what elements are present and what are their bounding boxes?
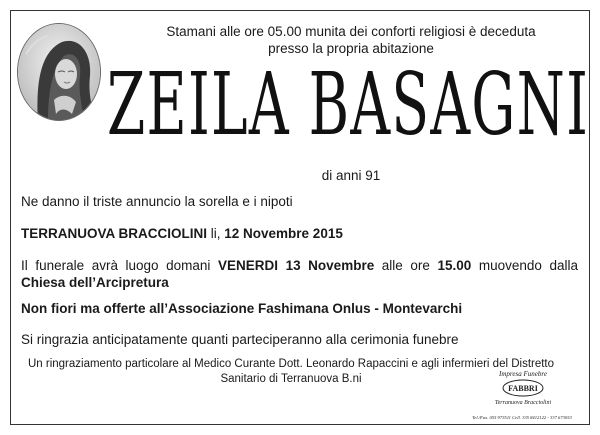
funeral-time: 15.00 bbox=[437, 258, 472, 273]
logo-town-text: Terranuova Bracciolini bbox=[494, 400, 552, 406]
age: di anni 91 bbox=[321, 168, 381, 183]
funeral-church: Chiesa dell’Arcipretura bbox=[21, 275, 169, 290]
funeral-home-logo bbox=[461, 366, 583, 426]
funeral-text-1: Il funerale avrà luogo domani bbox=[21, 258, 218, 273]
footer-line-1: Un ringraziamento particolare al Medico Curante Dott. Leonardo Rapaccini e agli infermieri del Distretto bbox=[27, 358, 555, 370]
announcement: Ne danno il triste annuncio la sorella e i nipoti bbox=[21, 194, 293, 209]
deceased-name: ZEILA BASAGNI bbox=[107, 55, 590, 155]
intro-line-2: presso la propria abitazione bbox=[268, 41, 434, 56]
place: TERRANUOVA BRACCIOLINI bbox=[21, 226, 207, 241]
thanks-note: Si ringrazia anticipatamente quanti parteciperanno alla cerimonia funebre bbox=[21, 332, 459, 347]
flowers-note: Non fiori ma offerte all’Associazione Fashimana Onlus - Montevarchi bbox=[21, 301, 463, 316]
intro-line-1: Stamani alle ore 05.00 munita dei conforti religiosi è deceduta bbox=[166, 24, 536, 39]
funeral-text-2: alle ore bbox=[374, 258, 438, 273]
place-date-connector: li, bbox=[207, 226, 225, 241]
funeral-info bbox=[21, 257, 578, 291]
funeral-text-3: muovendo dalla bbox=[471, 258, 579, 273]
obituary-notice bbox=[10, 10, 590, 425]
logo-top-text: Impresa Funebre bbox=[499, 370, 547, 378]
funeral-day: VENERDI 13 Novembre bbox=[218, 258, 375, 273]
madonna-portrait bbox=[17, 23, 101, 121]
logo-contacts-text: Tel./Fax. 055 973511 Cell. 335 8412122 - 337 673053 bbox=[472, 415, 572, 420]
date: 12 Novembre 2015 bbox=[224, 226, 343, 241]
funeral-line-1 bbox=[21, 257, 578, 274]
funeral-home-logo-graphic bbox=[461, 366, 583, 426]
footer-line-2: Sanitario di Terranuova B.ni bbox=[220, 373, 362, 385]
logo-name-text: FABBRI bbox=[508, 384, 538, 393]
madonna-image bbox=[18, 24, 100, 120]
place-date bbox=[21, 225, 343, 242]
